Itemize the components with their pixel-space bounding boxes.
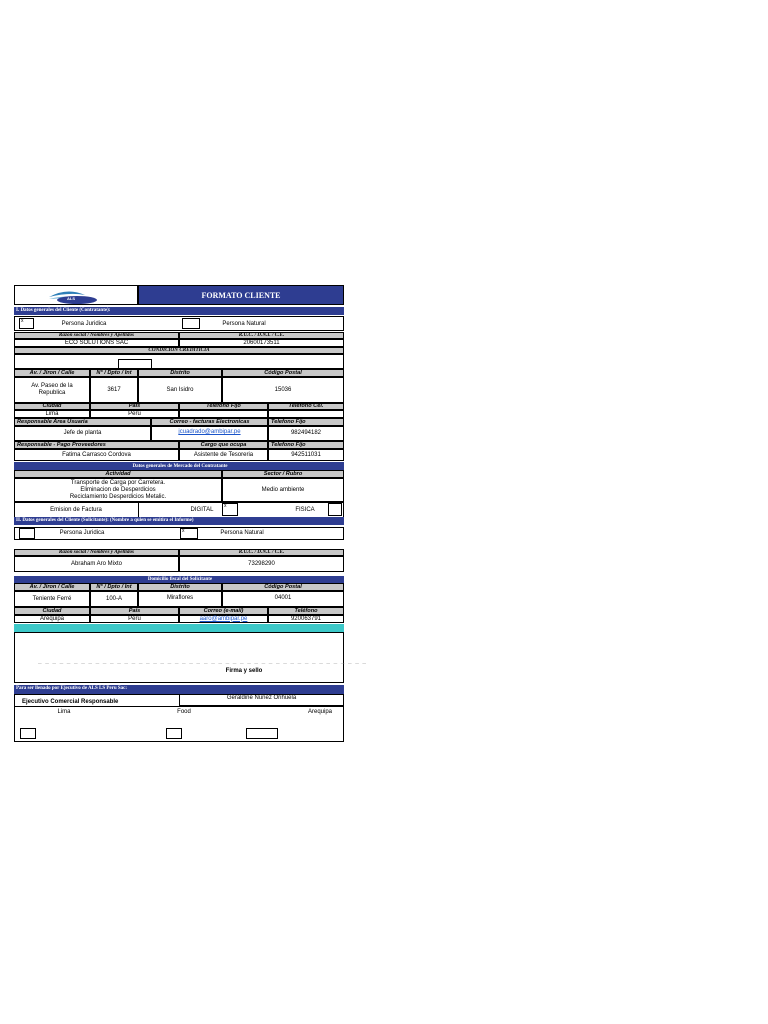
header-sector: Sector / Rubro [222,470,344,478]
value-ciudad-2: Arequipa [14,615,90,623]
logo-text: ALS [67,296,75,301]
value-calle: Av. Paseo de la Republica [14,377,90,403]
header-pais: Pais [90,403,179,410]
value-razon-social-2: Abraham Aro Mixto [14,556,179,572]
value-razon-social: ECO SOLUTIONS SAC [14,339,179,347]
header-codigo-postal: Código Postal [222,369,344,377]
header-ciudad-2: Ciudad [14,607,90,615]
option-lima: Lima [57,709,71,715]
section1-title: I. Datos generales del Cliente (Contratante): [14,307,344,315]
value-responsable-pago: Fatima Carrasco Cordova [14,449,179,461]
teal-divider [14,624,344,632]
checkbox-fisica[interactable] [328,503,342,516]
header-telefono-fijo-2: Telefono Fijo [268,418,344,426]
value-dpto-2: 100-A [90,591,138,607]
link-correo[interactable]: aaro@ambipar.pe [179,615,268,623]
label-persona-juridica: Persona Juridica [61,321,107,327]
label-fisica: FISICA [295,506,315,513]
label-persona-juridica-2: Persona Juridica [59,530,105,536]
checkbox-food[interactable] [166,728,182,739]
label-ejecutivo: Ejecutivo Comercial Responsable [22,699,119,705]
checkbox-persona-juridica[interactable]: x [19,318,34,329]
value-sector: Medio ambiente [222,478,344,502]
value-calle-2: Teniente Ferré [14,591,90,607]
link-correo-facturas[interactable]: jcuadrado@ambipar.pe [151,426,268,441]
option-food: Food [177,709,191,715]
option-arequipa: Arequipa [307,709,333,715]
label-digital: DIGITAL [190,506,214,513]
condicion-input[interactable] [118,359,152,369]
header-cargo: Cargo que ocupa [179,441,268,449]
value-ciudad: Lima [14,410,90,418]
checkbox-persona-natural-2[interactable]: x [180,528,198,539]
domicilio-title: Domicilio fiscal del Solicitante [14,576,344,583]
header-razon-social-2: Razón social / Nombres y Apellidos [14,549,179,556]
emision-divider [138,502,139,518]
value-responsable-area: Jefe de planta [14,426,151,441]
header-pais-2: Pais [90,607,179,615]
als-logo-icon [47,287,107,305]
value-ruc-2: 73298290 [179,556,344,572]
value-telefono-fijo-2: 982494182 [268,426,344,441]
header-responsable-pago: Responsable - Pago Proveedores [14,441,179,449]
signature-line-left: _ _ _ _ _ _ _ _ _ _ _ _ _ _ _ _ _ _ _ _ _ _ _ [38,658,201,665]
header-ciudad: Ciudad [14,403,90,410]
header-dpto: N° / Dpto / Int [90,369,138,377]
checkbox-persona-juridica-2[interactable] [19,528,35,539]
header-codigo-postal-2: Código Postal [222,583,344,591]
checkbox-persona-natural[interactable] [182,318,200,329]
header-condicion-crediticia: CONDICION CREDITICIA [14,347,344,354]
ejecutivo-title: Para ser llenado por Ejecutivo de ALS LS Peru Sac: [14,685,344,694]
value-codigo-postal-2: 04001 [222,591,344,607]
value-pais-2: Peru [90,615,179,623]
signature-line-right: _ _ _ _ _ _ _ _ _ _ _ _ _ _ _ _ _ _ _ _ _ _ _ [204,658,367,665]
label-persona-natural-2: Persona Natural [220,530,264,536]
mercado-title: Datos generales de Mercado del Contratante [14,462,344,470]
condicion-row [14,354,344,369]
header-actividad: Actividad [14,470,222,478]
label-persona-natural: Persona Natural [222,321,266,327]
header-telefono: Teléfono [268,607,344,615]
value-distrito: San Isidro [138,377,222,403]
header-correo: Correo (e-mail) [179,607,268,615]
header-ruc-2: R.U.C. / D.N.I. / C.E. [179,549,344,556]
client-form [14,285,367,742]
value-telefono-cel [268,410,344,418]
header-distrito-2: Distrito [138,583,222,591]
value-telefono-fijo-3: 942511031 [268,449,344,461]
form-title: FORMATO CLIENTE [138,285,344,305]
value-pais: Peru [90,410,179,418]
header-razon-social: Razón social / Nombres y Apellidos [14,332,179,339]
header-distrito: Distrito [138,369,222,377]
header-responsable-area: Responsable Area Usuaria [14,418,151,426]
header-telefono-fijo: Telefono Fijo [179,403,268,410]
ejecutivo-divider [14,706,344,707]
value-telefono: 920063791 [268,615,344,623]
checkbox-lima[interactable] [20,728,36,739]
checkbox-digital[interactable]: x [222,503,238,516]
header-logo-cell [14,285,138,305]
value-distrito-2: Miraflores [138,591,222,607]
value-codigo-postal: 15036 [222,377,344,403]
value-ruc: 20600173511 [179,339,344,347]
header-calle-2: Av. / Jiron / Calle [14,583,90,591]
header-telefono-fijo-3: Telefono Fijo [268,441,344,449]
checkbox-arequipa[interactable] [246,728,278,739]
section2-title: II. Datos generales del Cliente (Solicitante): (Nombre a quien se emitira el Informe) [14,517,344,525]
header-calle: Av. / Jiron / Calle [14,369,90,377]
header-dpto-2: N° / Dpto / Int [90,583,138,591]
label-emision-factura: Emision de Factura [50,506,102,513]
label-firma-sello: Firma y sello [225,668,263,674]
header-ruc: R.U.C. / D.N.I. / C.E. [179,332,344,339]
value-ejecutivo: Geraldine Nuñez Orihuela [226,695,297,701]
value-dpto: 3617 [90,377,138,403]
value-telefono-fijo [179,410,268,418]
value-cargo: Asistente de Tesoreria [179,449,268,461]
value-actividad: Transporte de Carga por Carretera. Eliminacion de Desperdicios Reciclamiento Desperdicios Metalic. [14,478,222,502]
header-telefono-cel: Telefono Cel. [268,403,344,410]
header-correo-facturas: Correo - facturas Electronicas [151,418,268,426]
